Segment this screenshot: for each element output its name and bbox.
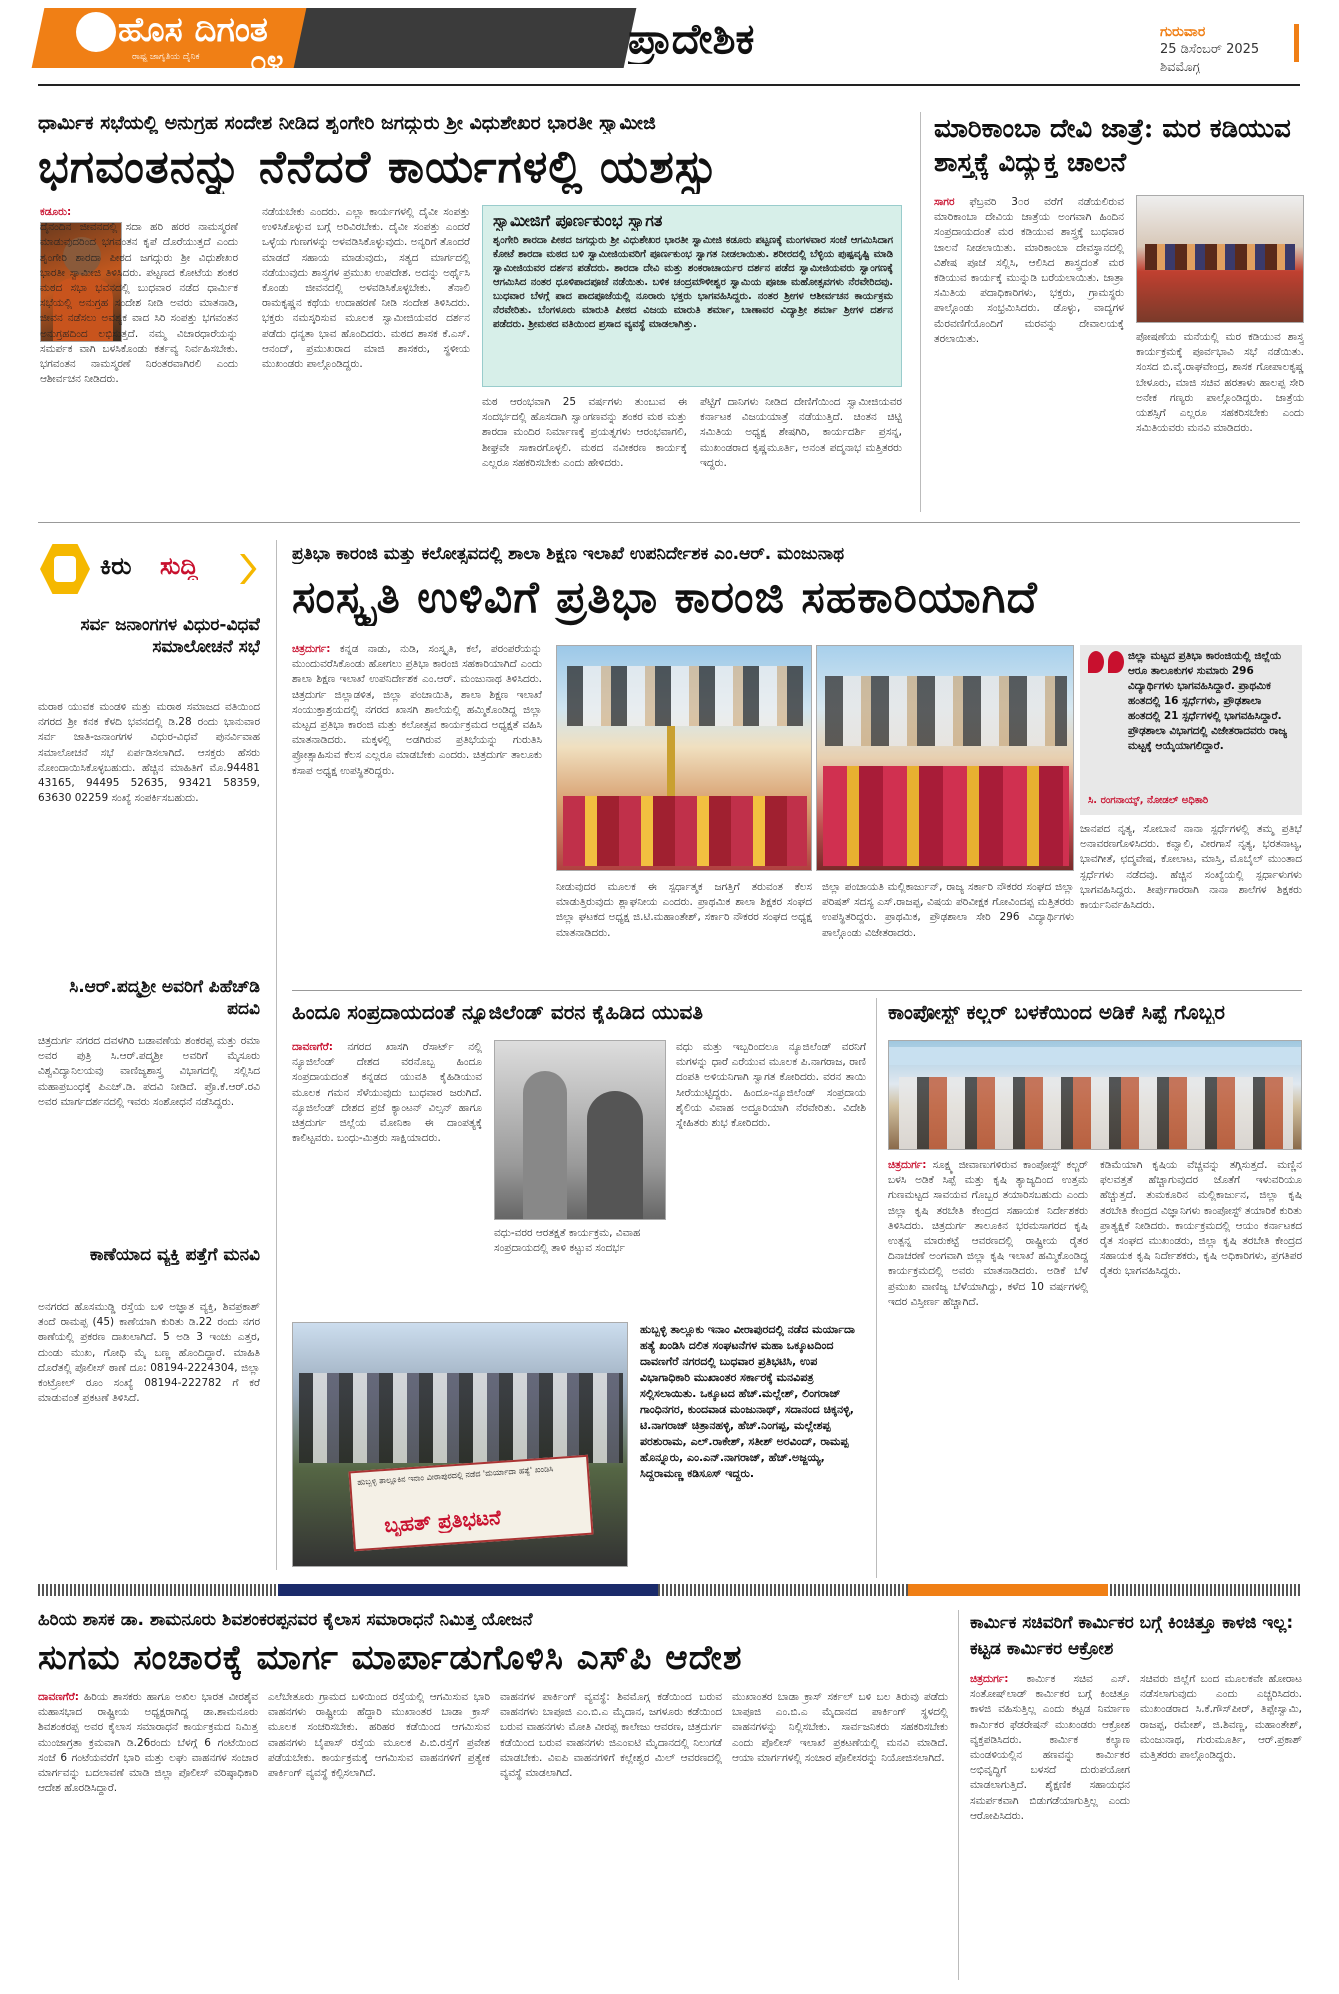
story7-col2: ಎಲೆಬೇತೂರು ಗ್ರಾಮದ ಬಳಿಯಿಂದ ರಸ್ತೆಯಲ್ಲಿ ಆಗಮಿಸುವ ಭಾರಿ ವಾಹನಗಳು ರಾಷ್ಟ್ರೀಯ ಹೆದ್ದಾರಿ ಮುಖಾಂತರ ಬಾಡಾ ಕ್ರಾಸ್ ಮೂಲಕ ಸಂಚರಿಸಬೇಕು. ಹರಿಹರ ಕಡೆಯಿಂದ ಆಗಮಿಸುವ ವಾಹನಗಳು ಬೈಪಾಸ್ ರಸ್ತೆಯ ಮೂಲಕ ಪಿ.ಬಿ.ರಸ್ತೆಗೆ ಪ್ರವೇಶ ಪಡೆಯಬೇಕು. ಕಾರ್ಯಕ್ರಮಕ್ಕೆ ಆಗಮಿಸುವ ವಾಹನಗಳಿಗೆ ಪ್ರತ್ಯೇಕ ಪಾರ್ಕಿಂಗ್ ವ್ಯವಸ್ಥೆ ಕಲ್ಪಿಸಲಾಗಿದೆ. bbox=[268, 1691, 490, 1780]
section-title: ಪ್ರಾದೇಶಿಕ bbox=[628, 14, 755, 63]
kirusuddi-item3-text: ಅನಗರದ ಹೊಸಮುಡ್ಡಿ ರಸ್ತೆಯ ಬಳಿ ಅಜ್ಞಾತ ವ್ಯಕ್ತಿ, ಶಿವಪ್ರಕಾಶ್ ತಂದೆ ರಾಮಪ್ಪ (45) ಕಾಣೆಯಾಗಿ ಕುರಿತು ಡಿ.22 ರಂದು ನಗರ ಠಾಣೆಯಲ್ಲಿ ಪ್ರಕರಣ ದಾಖಲಾಗಿದೆ. 5 ಅಡಿ 3 ಇಂಚು ಎತ್ತರ, ದುಂಡು ಮುಖ, ಗೋಧಿ ಮೈ ಬಣ್ಣ ಹೊಂದಿದ್ದಾರೆ. ಮಾಹಿತಿ ದೊರೆತಲ್ಲಿ ಪೊಲೀಸ್ ಠಾಣೆ ದೂ: 08194-2224304, ಜಿಲ್ಲಾ ಕಂಟ್ರೋಲ್ ರೂಂ ಸಂಖ್ಯೆ 08194-222782 ಗೆ ಕರೆ ಮಾಡುವಂತೆ ಪ್ರಕಟಣೆ ತಿಳಿಸಿದೆ. bbox=[38, 1301, 260, 1405]
story8-col1-text: ಕಾರ್ಮಿಕ ಸಚಿವ ಎಸ್. ಸಂತೋಷ್‌ಲಾಡ್ ಕಾರ್ಮಿಕರ ಬಗ್ಗೆ ಕಿಂಚಿತ್ತೂ ಕಾಳಜಿ ವಹಿಸುತ್ತಿಲ್ಲ ಎಂದು ಕಟ್ಟಡ ನಿರ್ಮಾಣ ಕಾರ್ಮಿಕರ ಫೆಡರೇಷನ್ ಮುಖಂಡರು ಆಕ್ರೋಶ ವ್ಯಕ್ತಪಡಿಸಿದರು. ಕಾರ್ಮಿಕ ಕಲ್ಯಾಣ ಮಂಡಳಿಯಲ್ಲಿನ ಹಣವನ್ನು ಕಾರ್ಮಿಕರ ಅಭಿವೃದ್ಧಿಗೆ ಬಳಸದೆ ದುರುಪಯೋಗ ಮಾಡಲಾಗುತ್ತಿದೆ. ಶೈಕ್ಷಣಿಕ ಸಹಾಯಧನ ಸಮರ್ಪಕವಾಗಿ ಬಿಡುಗಡೆಯಾಗುತ್ತಿಲ್ಲ ಎಂದು ಆರೋಪಿಸಿದರು. bbox=[970, 1673, 1130, 1822]
welcome-box-text: ಶೃಂಗೇರಿ ಶಾರದಾ ಪೀಠದ ಜಗದ್ಗುರು ಶ್ರೀ ವಿಧುಶೇಖರ ಭಾರತೀ ಸ್ವಾಮೀಜಿ ಕಡೂರು ಪಟ್ಟಣಕ್ಕೆ ಮಂಗಳವಾರ ಸಂಜೆ ಆಗಮಿಸಿದಾಗ ಕೋಟೆ ಶಾರದಾ ಮಠದ ಬಳಿ ಸ್ವಾಮೀಜಿಯವರಿಗೆ ಪೂರ್ಣಕುಂಭ ಸ್ವಾಗತ ನೀಡಲಾಯಿತು. ಶರೀರದಲ್ಲಿ ಬೆಳ್ಳಿಯ ಪುಷ್ಪವೃಷ್ಟಿ ಮಾಡಿ ಸ್ವಾಮೀಜಿಯವರ ದರ್ಶನ ಪಡೆದರು. ಶಾರದಾ ದೇವಿ ಮತ್ತು ಶಂಕರಾಚಾರ್ಯರ ದರ್ಶನ ಪಡೆದ ಸ್ವಾಮೀಜಿಯವರು ಸ್ವಾಂಗಣಕ್ಕೆ ಆಗಮಿಸಿದ ನಂತರ ಧೂಳಿಪಾದಪೂಜೆ ನಡೆಯಿತು. ಬಳಿಕ ಚಂದ್ರಮೌಳೀಶ್ವರ ಸ್ವಾಮಿಯ ಪೂಜಾ ಮಹೋತ್ಸವಗಳು ನೆರವೇರಿದವು. ಬುಧವಾರ ಬೆಳಗ್ಗೆ ಪಾದ ಪಾದಪೂಜೆಯಲ್ಲಿ ನೂರಾರು ಭಕ್ತರು ಭಾಗವಹಿಸಿದ್ದರು. ನಂತರ ಶ್ರೀಗಳ ಆಶೀರ್ವಚನ ಕಾರ್ಯಕ್ರಮ ನೆರವೇರಿತು. ಬೆಂಗಳೂರು ಮಾರುತಿ ಪೀಠದ ವಿಜಯ ಮಾರುತಿ ಶರ್ಮಾ, ಬಾಣಾವರ ವಿದ್ಯಾಶ್ರೀ ಶರ್ಮಾ ಶ್ರೀಗಳ ದರ್ಶನ ಪಡೆದರು. ಶ್ರೀಮಠದ ವತಿಯಿಂದ ಪ್ರಸಾದ ವ್ಯವಸ್ಥೆ ಮಾಡಲಾಗಿತ್ತು. bbox=[493, 235, 893, 330]
story1-welcome-box bbox=[482, 205, 902, 387]
story7-divider bbox=[958, 1610, 959, 1980]
story7-col1 bbox=[38, 1690, 258, 1980]
masthead bbox=[0, 0, 1339, 84]
kirusuddi-label-b: ಸುದ್ದಿ bbox=[160, 552, 199, 580]
story5-headline: ಕಾಂಪೋಸ್ಟ್ ಕಲ್ಚರ್ ಬಳಕೆಯಿಂದ ಅಡಿಕೆ ಸಿಪ್ಪೆ ಗೊಬ್ಬರ bbox=[888, 1000, 1225, 1024]
story2-dateline: ಸಾಗರ bbox=[934, 196, 955, 208]
issue-day: ಗುರುವಾರ bbox=[1160, 24, 1206, 40]
story3-kicker: ಪ್ರತಿಭಾ ಕಾರಂಜಿ ಮತ್ತು ಕಲೋತ್ಸವದಲ್ಲಿ ಶಾಲಾ ಶಿಕ್ಷಣ ಇಲಾಖೆ ಉಪನಿರ್ದೇಶಕ ಎಂ.ಆರ್. ಮಂಜುನಾಥ bbox=[292, 544, 845, 564]
story5-col2: ಕಡಿಮೆಯಾಗಿ ಕೃಷಿಯ ವೆಚ್ಚವನ್ನು ತಗ್ಗಿಸುತ್ತದೆ. ಮಣ್ಣಿನ ಫಲವತ್ತತೆ ಹೆಚ್ಚಾಗುವುದರ ಜೊತೆಗೆ ಇಳುವರಿಯೂ ಹೆಚ್ಚುತ್ತದೆ. ತುಮಕೂರಿನ ಮಲ್ಲಿಕಾರ್ಜುನ, ಜಿಲ್ಲಾ ಕೃಷಿ ತರಬೇತಿ ಕೇಂದ್ರದ ವಿಜ್ಞಾನಿಗಳು ಕಾಂಪೋಸ್ಟ್ ತಯಾರಿಕೆ ಕುರಿತು ಪ್ರಾತ್ಯಕ್ಷಿಕೆ ನೀಡಿದರು. ಕಾರ್ಯಕ್ರಮದಲ್ಲಿ ಆಯಂ ಕರ್ನಾಟಕದ ರೈತ ಸಂಘದ ಮುಖಂಡರು, ಜಿಲ್ಲಾ ಕೃಷಿ ತರಬೇತಿ ಕೇಂದ್ರದ ಸಹಾಯಕ ಕೃಷಿ ನಿರ್ದೇಶಕರು, ಕೃಷಿ ಅಧಿಕಾರಿಗಳು, ಪ್ರಗತಿಪರ ರೈತರು ಭಾಗವಹಿಸಿದ್ದರು. bbox=[1100, 1159, 1302, 1278]
break-accent-navy bbox=[278, 1584, 658, 1596]
story8-headline: ಕಾರ್ಮಿಕ ಸಚಿವರಿಗೆ ಕಾರ್ಮಿಕರ ಬಗ್ಗೆ ಕಿಂಚಿತ್ತೂ ಕಾಳಜಿ ಇಲ್ಲ: ಕಟ್ಟಡ ಕಾರ್ಮಿಕರ ಆಕ್ರೋಶ bbox=[970, 1613, 1294, 1659]
story7-kicker: ಹಿರಿಯ ಶಾಸಕ ಡಾ. ಶಾಮನೂರು ಶಿವಶಂಕರಪ್ಪನವರ ಕೈಲಾಸ ಸಮಾರಾಧನೆ ನಿಮಿತ್ತ ಯೋಜನೆ bbox=[38, 1610, 533, 1630]
story3-dateline: ಚಿತ್ರದುರ್ಗ: bbox=[292, 643, 331, 655]
story6-text: ಹುಬ್ಬಳ್ಳಿ ತಾಲ್ಲೂಕು ಇನಾಂ ವೀರಾಪುರದಲ್ಲಿ ನಡೆದ ಮರ್ಯಾದಾ ಹತ್ಯೆ ಖಂಡಿಸಿ ದಲಿತ ಸಂಘಟನೆಗಳ ಮಹಾ ಒಕ್ಕೂಟದಿಂದ ದಾವಣಗೆರೆ ನಗರದಲ್ಲಿ ಬುಧವಾರ ಪ್ರತಿಭಟಿಸಿ, ಉಪ ವಿಭಾಗಾಧಿಕಾರಿ ಮುಖಾಂತರ ಸರ್ಕಾರಕ್ಕೆ ಮನವಿಪತ್ರ ಸಲ್ಲಿಸಲಾಯಿತು. ಒಕ್ಕೂಟದ ಹೆಚ್.ಮಲ್ಲೇಶ್, ಲಿಂಗರಾಜ್ ಗಾಂಧಿನಗರ, ಕುಂದವಾಡ ಮಂಜುನಾಥ್, ಸದಾನಂದ ಚಿಕ್ಕನಳ್ಳಿ, ಟಿ.ನಾಗರಾಜ್ ಚಿತ್ರಾನಹಳ್ಳಿ, ಹೆಚ್.ನಿಂಗಪ್ಪ, ಮಲ್ಲೇಶಪ್ಪ ಪರಶುರಾಮ, ಎಲ್.ರಾಕೇಶ್, ಸತೀಶ್ ಅರವಿಂದ್, ರಾಮಪ್ಪ ಹೊನ್ನೂರು, ಎಂ.ಎನ್.ನಾಗರಾಜ್, ಹೆಚ್.ಅಜ್ಜಯ್ಯ, ಸಿದ್ದರಾಮಣ್ಣ ಕಡಿಸೂಸ್ ಇದ್ದರು. bbox=[640, 1323, 855, 1480]
story4-dateline: ದಾವಣಗೆರೆ: bbox=[292, 1041, 333, 1053]
photo-protesters bbox=[299, 1373, 623, 1463]
story3-col1-text: ಕನ್ನಡ ನಾಡು, ನುಡಿ, ಸಂಸ್ಕೃತಿ, ಕಲೆ, ಪರಂಪರೆಯನ್ನು ಮುಂದುವರೆಸಿಕೊಂಡು ಹೋಗಲು ಪ್ರತಿಭಾ ಕಾರಂಜಿ ಸಹಕಾರಿಯಾಗಿದೆ ಎಂದು ಶಾಲಾ ಶಿಕ್ಷಣ ಇಲಾಖೆ ಉಪನಿರ್ದೇಶಕ ಎಂ.ಆರ್. ಮಂಜುನಾಥ ತಿಳಿಸಿದರು. ಚಿತ್ರದುರ್ಗ ಜಿಲ್ಲಾಡಳಿತ, ಜಿಲ್ಲಾ ಪಂಚಾಯಿತಿ, ಶಾಲಾ ಶಿಕ್ಷಣ ಇಲಾಖೆ ಸಂಯುಕ್ತಾಶ್ರಯದಲ್ಲಿ ನಗರದ ಖಾಸಗಿ ಶಾಲೆಯಲ್ಲಿ ಹಮ್ಮಿಕೊಂಡಿದ್ದ ಜಿಲ್ಲಾ ಮಟ್ಟದ ಪ್ರತಿಭಾ ಕಾರಂಜಿ ಮತ್ತು ಕಲೋತ್ಸವ ಕಾರ್ಯಕ್ರಮದ ಅಧ್ಯಕ್ಷತೆ ವಹಿಸಿ ಮಾತನಾಡಿದರು. ಮಕ್ಕಳಲ್ಲಿ ಅಡಗಿರುವ ಪ್ರತಿಭೆಯನ್ನು ಗುರುತಿಸಿ ಪ್ರೋತ್ಸಾಹಿಸುವ ಕೆಲಸ ಎಲ್ಲರೂ ಮಾಡಬೇಕು ಎಂದರು. ಚಿತ್ರದುರ್ಗ ತಾಲೂಕು ಕಸಾಪ ಅಧ್ಯಕ್ಷ ಉಪಸ್ಥಿತರಿದ್ದರು. bbox=[292, 643, 542, 777]
break-accent-orange bbox=[908, 1584, 1108, 1596]
photo-dancers-row bbox=[823, 766, 1069, 866]
kirusuddi-item3-title: ಕಾಣೆಯಾದ ವ್ಯಕ್ತಿ ಪತ್ತೆಗೆ ಮನವಿ bbox=[89, 1245, 260, 1265]
story1-col4: ಪೆಟ್ಟಿಗೆ ದಾನಿಗಳು ನೀಡಿದ ದೇಣಿಗೆಯಿಂದ ಸ್ವಾಮೀಜಿಯವರ ಕರ್ನಾಟಕ ವಿಜಯಯಾತ್ರೆ ನಡೆಯುತ್ತಿದೆ. ಚಿಂತನ ಚಿಟ್ಟಿ ಸಮಿತಿಯ ಅಧ್ಯಕ್ಷ ಶೇಷಗಿರಿ, ಕಾರ್ಯದರ್ಶಿ ಪ್ರಸನ್ನ, ಮುಖಂಡರಾದ ಕೃಷ್ಣಮೂರ್ತಿ, ಅನಂತ ಪದ್ಮನಾಭ ಮತ್ತಿತರರು ಇದ್ದರು. bbox=[700, 396, 902, 469]
chevron-right-icon bbox=[240, 554, 262, 584]
kirusuddi-item1-title: ಸರ್ವ ಜನಾಂಗಗಳ ವಿಧುರ-ವಿಧವೆ ಸಮಾಲೋಚನೆ ಸಭೆ bbox=[80, 615, 260, 657]
newspaper-logo-icon bbox=[76, 12, 116, 52]
story2-col2: ಪೋಷಣೆಯ ಮನೆಯಲ್ಲಿ ಮರ ಕಡಿಯುವ ಶಾಸ್ತ್ರ ಕಾರ್ಯಕ್ರಮಕ್ಕೆ ಪೂರ್ವಭಾವಿ ಸಭೆ ನಡೆಯಿತು. ಸಂಸದ ಬಿ.ವೈ.ರಾಘವೇಂದ್ರ, ಶಾಸಕ ಗೋಪಾಲಕೃಷ್ಣ ಬೇಳೂರು, ಮಾಜಿ ಸಚಿವ ಹರತಾಳು ಹಾಲಪ್ಪ ಸೇರಿ ಅನೇಕ ಗಣ್ಯರು ಪಾಲ್ಗೊಂಡಿದ್ದರು. ಜಾತ್ರೆಯ ಯಶಸ್ಸಿಗೆ ಎಲ್ಲರೂ ಸಹಕರಿಸಬೇಕು ಎಂದು ಸಮಿತಿಯವರು ಮನವಿ ಮಾಡಿದರು. bbox=[1136, 331, 1304, 435]
story6-protest-photo bbox=[292, 1322, 628, 1567]
welcome-box-title: ಸ್ವಾಮೀಜಿಗೆ ಪೂರ್ಣಕುಂಭ ಸ್ವಾಗತ bbox=[493, 211, 663, 230]
section-break-bar bbox=[38, 1584, 1300, 1596]
date-accent-bar bbox=[1294, 24, 1299, 62]
photo-officials-row bbox=[899, 1077, 1293, 1149]
story3-col3: ಜಿಲ್ಲಾ ಪಂಚಾಯತಿ ಮಲ್ಲಿಕಾರ್ಜುನ್, ರಾಜ್ಯ ಸರ್ಕಾರಿ ನೌಕರರ ಸಂಘದ ಜಿಲ್ಲಾ ಪರಿಷತ್ ಸದಸ್ಯ ಎಸ್.ರಾಜಪ್ಪ, ವಿಷಯ ಪರಿವೀಕ್ಷಕ ಗೋವಿಂದಪ್ಪ ಮತ್ತಿತರರು ಉಪಸ್ಥಿತರಿದ್ದರು. ಪ್ರಾಥಮಿಕ, ಪ್ರೌಢಶಾಲಾ ಸೇರಿ 296 ವಿದ್ಯಾರ್ಥಿಗಳು ಪಾಲ್ಗೊಂಡು ವಿಜೇತರಾದರು. bbox=[822, 881, 1074, 939]
quote-icon bbox=[1088, 651, 1126, 681]
story2-col1-text: ಫೆಬ್ರವರಿ 3೦ರ ವರೆಗೆ ನಡೆಯಲಿರುವ ಮಾರಿಕಾಂಬಾ ದೇವಿಯ ಜಾತ್ರೆಯ ಅಂಗವಾಗಿ ಹಿಂದಿನ ಸಂಪ್ರದಾಯದಂತೆ ಮರ ಕಡಿಯುವ ಶಾಸ್ತ್ರಕ್ಕೆ ಬುಧವಾರ ಚಾಲನೆ ನೀಡಲಾಯಿತು. ಮಾರಿಕಾಂಬಾ ದೇವಸ್ಥಾನದಲ್ಲಿ ವಿಶೇಷ ಪೂಜೆ ಸಲ್ಲಿಸಿ, ಆಲಿಸಿದ ಶಾಸ್ತ್ರದಂತೆ ಮರ ಕಡಿಯುವ ಕಾರ್ಯಕ್ಕೆ ಮುನ್ನುಡಿ ಬರೆಯಲಾಯಿತು. ಜಾತ್ರಾ ಸಮಿತಿಯ ಪದಾಧಿಕಾರಿಗಳು, ಭಕ್ತರು, ಗ್ರಾಮಸ್ಥರು ಪಾಲ್ಗೊಂಡು ಸಂಭ್ರಮಿಸಿದರು. ಡೊಳ್ಳು, ವಾದ್ಯಗಳ ಮೆರವಣಿಗೆಯೊಂದಿಗೆ ಮರವನ್ನು ದೇವಾಲಯಕ್ಕೆ ತರಲಾಯಿತು. bbox=[934, 196, 1124, 345]
story8-dateline: ಚಿತ್ರದುರ್ಗ: bbox=[970, 1673, 1009, 1685]
kirusuddi-item1-text: ಮರಾಠ ಯುವಕ ಮಂಡಳಿ ಮತ್ತು ಮರಾಠ ಸಮಾಜದ ವತಿಯಿಂದ ನಗರದ ಶ್ರೀ ಕನಕ ಕೆಳದಿ ಭವನದಲ್ಲಿ ಡಿ.28 ರಂದು ಭಾನುವಾರ ಸರ್ವ ಜಾತಿ-ಜನಾಂಗಗಳ ವಿಧುರ-ವಿಧವೆ ಪುನರ್ವಿವಾಹ ಸಮಾಲೋಚನೆ ಸಭೆ ಏರ್ಪಡಿಸಲಾಗಿದೆ. ಆಸಕ್ತರು ಹೆಸರು ನೋಂದಾಯಿಸಿಕೊಳ್ಳಬಹುದು. ಹೆಚ್ಚಿನ ಮಾಹಿತಿಗೆ ಮೊ.94481 43165, 94495 52635, 93421 58359, 63630 02259 ಸಂಖ್ಯೆ ಸಂಪರ್ಕಿಸಬಹುದು. bbox=[38, 701, 260, 805]
story5-col1 bbox=[888, 1158, 1088, 1578]
story7-col1-text: ಹಿರಿಯ ಶಾಸಕರು ಹಾಗೂ ಅಖಿಲ ಭಾರತ ವೀರಶೈವ ಮಹಾಸಭಾದ ರಾಷ್ಟ್ರೀಯ ಅಧ್ಯಕ್ಷರಾಗಿದ್ದ ಡಾ.ಶಾಮನೂರು ಶಿವಶಂಕರಪ್ಪ ಅವರ ಕೈಲಾಸ ಸಮಾರಾಧನೆ ಕಾರ್ಯಕ್ರಮದ ನಿಮಿತ್ತ ಮುಂಜಾಗ್ರತಾ ಕ್ರಮವಾಗಿ ಡಿ.26ರಂದು ಬೆಳಗ್ಗೆ 6 ಗಂಟೆಯಿಂದ ಸಂಜೆ 6 ಗಂಟೆಯವರೆಗೆ ಭಾರಿ ಮತ್ತು ಲಘು ವಾಹನಗಳ ಸಂಚಾರ ಮಾರ್ಗವನ್ನು ಬದಲಾವಣೆ ಮಾಡಿ ಜಿಲ್ಲಾ ಪೊಲೀಸ್ ವರಿಷ್ಠಾಧಿಕಾರಿ ಆದೇಶ ಹೊರಡಿಸಿದ್ದಾರೆ. bbox=[38, 1691, 258, 1795]
kirusuddi-item2-title: ಸಿ.ಆರ್.ಪದ್ಮಶ್ರೀ ಅವರಿಗೆ ಪಿಹೆಚ್‌ಡಿ ಪದವಿ bbox=[69, 977, 260, 1019]
side-box-text: ಜಿಲ್ಲಾ ಮಟ್ಟದ ಪ್ರತಿಭಾ ಕಾರಂಜಿಯಲ್ಲಿ ಜಿಲ್ಲೆಯ ಆರೂ ತಾಲೂಕುಗಳ ಸುಮಾರು 296 ವಿದ್ಯಾರ್ಥಿಗಳು ಭಾಗವಹಿಸಿದ್ದಾರೆ. ಪ್ರಾಥಮಿಕ ಹಂತದಲ್ಲಿ 16 ಸ್ಪರ್ಧೆಗಳು, ಪ್ರೌಢಶಾಲಾ ಹಂತದಲ್ಲಿ 21 ಸ್ಪರ್ಧೆಗಳಲ್ಲಿ ಭಾಗವಹಿಸಿದ್ದಾರೆ. ಪ್ರೌಢಶಾಲಾ ವಿಭಾಗದಲ್ಲಿ ವಿಜೇತರಾದವರು ರಾಜ್ಯ ಮಟ್ಟಕ್ಕೆ ಆಯ್ಕೆಯಾಗಲಿದ್ದಾರೆ. bbox=[1128, 650, 1288, 752]
photo-groom bbox=[523, 1071, 567, 1220]
story5-event-photo bbox=[888, 1040, 1302, 1150]
story7-col3: ವಾಹನಗಳ ಪಾರ್ಕಿಂಗ್ ವ್ಯವಸ್ಥೆ: ಶಿವಮೊಗ್ಗ ಕಡೆಯಿಂದ ಬರುವ ವಾಹನಗಳು ಬಾಪೂಜಿ ಎಂ.ಬಿ.ಎ ಮೈದಾನ, ಜಗಳೂರು ಕಡೆಯಿಂದ ಬರುವ ವಾಹನಗಳು ಮೋತಿ ವೀರಪ್ಪ ಕಾಲೇಜು ಆವರಣ, ಚಿತ್ರದುರ್ಗ ಕಡೆಯಿಂದ ಬರುವ ವಾಹನಗಳು ಜಿಎಂಐಟಿ ಮೈದಾನದಲ್ಲಿ ನಿಲುಗಡೆ ಮಾಡಬೇಕು. ವಿಐಪಿ ವಾಹನಗಳಿಗೆ ಕಲ್ಲೇಶ್ವರ ಮಿಲ್ ಆವರಣದಲ್ಲಿ ವ್ಯವಸ್ಥೆ ಮಾಡಲಾಗಿದೆ. bbox=[500, 1691, 722, 1780]
story3-side-box bbox=[1080, 645, 1302, 815]
story4-divider bbox=[876, 998, 877, 1578]
pointing-hand-icon bbox=[40, 544, 90, 594]
masthead-page-band bbox=[294, 8, 637, 68]
protest-banner bbox=[349, 1455, 594, 1552]
quote-dot-2 bbox=[1108, 651, 1124, 673]
brand-name: ಹೊಸ ದಿಗಂತ bbox=[118, 10, 268, 50]
story1-col1-text: ದೈನಂದಿನ ಜೀವನದಲ್ಲಿ ಸದಾ ಹರಿ ಹರರ ನಾಮಸ್ಮರಣೆ ಮಾಡುವುದರಿಂದ ಭಗವಂತನ ಕೃಪೆ ದೊರೆಯುತ್ತದೆ ಎಂದು ಶೃಂಗೇರಿ ಶಾರದಾ ಪೀಠದ ಜಗದ್ಗುರು ಶ್ರೀ ವಿಧುಶೇಖರ ಭಾರತೀ ಸ್ವಾಮೀಜಿ ತಿಳಿಸಿದರು. ಪಟ್ಟಣದ ಕೋಟೆಯ ಶಂಕರ ಮಠದ ಸಭಾ ಭವನದಲ್ಲಿ ಬುಧವಾರ ನಡೆದ ಧಾರ್ಮಿಕ ಸಭೆಯಲ್ಲಿ ಅನುಗ್ರಹ ಸಂದೇಶ ನೀಡಿ ಅವರು ಮಾತನಾಡಿ, ಜೀವನ ನಡೆಸಲು ಅವಶ್ಯಕ ವಾದ ಸಿರಿ ಸಂಪತ್ತು ಭಗವಂತನ ಅನುಗ್ರಹದಿಂದ ಲಭಿಸುತ್ತದೆ. ನಮ್ಮ ವಿಚಾರಧಾರೆಯನ್ನು ಸಮರ್ಪಕ ವಾಗಿ ಬಳಸಿಕೊಂಡು ಕರ್ತವ್ಯ ನಿರ್ವಹಿಸಬೇಕು. ಭಗವಂತನ ನಾಮಸ್ಮರಣೆ ನಿರಂತರವಾಗಿರಲಿ ಎಂದು ಆಶೀರ್ವಚನ ನೀಡಿದರು. bbox=[40, 221, 238, 386]
story4-col1 bbox=[292, 1040, 482, 1310]
kirusuddi-divider bbox=[276, 540, 277, 1570]
story1-col1 bbox=[40, 205, 238, 510]
story3-col2: ನೀಡುವುದರ ಮೂಲಕ ಈ ಸ್ಪರ್ಧಾತ್ಮಕ ಜಗತ್ತಿಗೆ ತರುವಂತ ಕೆಲಸ ಮಾಡುತ್ತಿರುವುದು ಶ್ಲಾಘನೀಯ ಎಂದರು. ಪ್ರಾಥಮಿಕ ಶಾಲಾ ಶಿಕ್ಷಕರ ಸಂಘದ ಜಿಲ್ಲಾ ಘಟಕದ ಅಧ್ಯಕ್ಷ ಜಿ.ಟಿ.ಮಹಾಂತೇಶ್, ಸರ್ಕಾರಿ ನೌಕರರ ಸಂಘದ ಅಧ್ಯಕ್ಷ ಮಾತನಾಡಿದರು. bbox=[556, 881, 812, 939]
protest-banner-sub: ಹುಬ್ಬಳ್ಳಿ ತಾಲ್ಲೂಕಿನ ಇನಾಂ ವೀರಾಪುರದಲ್ಲಿ ನಡೆದ 'ಮರ್ಯಾದಾ ಹತ್ಯೆ' ಖಂಡಿಸಿ bbox=[356, 1464, 554, 1487]
photo-students-row bbox=[563, 796, 807, 866]
photo-crowd-row bbox=[1145, 244, 1295, 270]
story4-wedding-photo bbox=[494, 1040, 666, 1220]
story1-divider bbox=[920, 112, 921, 512]
row1-rule bbox=[38, 522, 1300, 523]
kirusuddi-label-a: ಕಿರು bbox=[100, 552, 132, 580]
photo-banner-strip bbox=[889, 1047, 1302, 1065]
story1-col2: ನಡೆಯಬೇಕು ಎಂದರು. ಎಲ್ಲಾ ಕಾರ್ಯಗಳಲ್ಲಿ ದೈವೀ ಸಂಪತ್ತು ಉಳಿಸಿಕೊಳ್ಳುವ ಬಗ್ಗೆ ಅರಿವಿರಬೇಕು. ದೈವೀ ಸಂಪತ್ತು ಎಂದರೆ ಒಳ್ಳೆಯ ಗುಣಗಳನ್ನು ಅಳವಡಿಸಿಕೊಳ್ಳುವುದು. ಅನ್ಯರಿಗೆ ತೊಂದರೆ ಮಾಡದೆ ಸಹಾಯ ಮಾಡುವುದು, ಸತ್ಯದ ಮಾರ್ಗದಲ್ಲಿ ನಡೆಯುವುದು ಶಾಸ್ತ್ರಗಳ ಪ್ರಮುಖ ಉಪದೇಶ. ಅದನ್ನು ಅರ್ಥೈಸಿ ಕೊಂಡು ಜೀವನದಲ್ಲಿ ಅಳವಡಿಸಿಕೊಳ್ಳಬೇಕು. ತೆನಾಲಿ ರಾಮಕೃಷ್ಣನ ಕಥೆಯ ಉದಾಹರಣೆ ನೀಡಿ ಸಂದೇಶ ತಿಳಿಸಿದರು. ಭಕ್ತರು ನಮಸ್ಕರಿಸುವ ಮೂಲಕ ಸ್ವಾಮೀಜಿಯವರ ದರ್ಶನ ಪಡೆದು ಧನ್ಯತಾ ಭಾವ ಹೊಂದಿದರು. ಮಠದ ಶಾಸಕ ಕೆ.ಎಸ್. ಆನಂದ್, ಪ್ರಮುಖರಾದ ಮಾಜಿ ಶಾಸಕರು, ಸ್ಥಳೀಯ ಮುಖಂಡರು ಪಾಲ್ಗೊಂಡಿದ್ದರು. bbox=[262, 206, 470, 371]
side-box-credit: ಸಿ. ರಂಗನಾಯ್ಕ್, ನೋಡಲ್ ಅಧಿಕಾರಿ bbox=[1088, 795, 1209, 806]
story4-col2: ವಧು ಮತ್ತು ಇಬ್ಬರಿಂದಲೂ ನ್ಯೂಜಿಲೆಂಡ್ ವರನಿಗೆ ಮಗಳನ್ನು ಧಾರೆ ಎರೆಯುವ ಮೂಲಕ ಪಿ.ನಾಗರಾಜ, ರಾಣಿ ದಂಪತಿ ಅಳಿಯನಿಗಾಗಿ ಸ್ವಾಗತ ಕೋರಿದರು. ವರನ ತಾಯಿ ಸೀರೆಯುಟ್ಟಿದ್ದರು. ಹಿಂದೂ-ನ್ಯೂಜಿಲೆಂಡ್ ಸಂಪ್ರದಾಯ ಶೈಲಿಯ ವಿವಾಹ ಅದ್ಧೂರಿಯಾಗಿ ನೆರವೇರಿತು. ವಿದೇಶಿ ಸ್ನೇಹಿತರು ಶುಭ ಕೋರಿದರು. bbox=[676, 1041, 866, 1130]
story5-dateline: ಚಿತ್ರದುರ್ಗ: bbox=[888, 1159, 927, 1171]
story4-headline: ಹಿಂದೂ ಸಂಪ್ರದಾಯದಂತೆ ನ್ಯೂಜಿಲೆಂಡ್ ವರನ ಕೈಹಿಡಿದ ಯುವತಿ bbox=[292, 1000, 703, 1024]
story7-dateline: ದಾವಣಗೆರೆ: bbox=[38, 1691, 79, 1703]
story4-col1-text: ನಗರದ ಖಾಸಗಿ ರೆಸಾರ್ಟ್ ನಲ್ಲಿ ನ್ಯೂಜಿಲೆಂಡ್ ದೇಶದ ವರನೊಬ್ಬ ಹಿಂದೂ ಸಂಪ್ರದಾಯದಂತೆ ಕನ್ನಡದ ಯುವತಿ ಕೈಹಿಡಿಯುವ ಮೂಲಕ ಗಮನ ಸೆಳೆಯುವುದು ಬುಧವಾರ ಜರುಗಿದೆ. ನ್ಯೂಜಿಲೆಂಡ್ ದೇಶದ ಪ್ರಜೆ ಕ್ಯಾಂಟನ್ ವಿಲ್ಸನ್ ಹಾಗೂ ಚಿತ್ರದುರ್ಗ ಜಿಲ್ಲೆಯ ಮೋನಿಕಾ ಈ ದಾಂಪತ್ಯಕ್ಕೆ ಕಾಲಿಟ್ಟವರು. ಬಂಧು-ಮಿತ್ರರು ಸಾಕ್ಷಿಯಾದರು. bbox=[292, 1041, 482, 1145]
photo-guests-row bbox=[825, 676, 1067, 746]
page-number: ೦೪ bbox=[250, 44, 284, 79]
kirusuddi-header bbox=[38, 540, 268, 598]
story3-headline: ಸಂಸ್ಕೃತಿ ಉಳಿವಿಗೆ ಪ್ರತಿಭಾ ಕಾರಂಜಿ ಸಹಕಾರಿಯಾಗಿದೆ bbox=[292, 572, 1038, 623]
protest-banner-title: ಬೃಹತ್ ಪ್ರತಿಭಟನೆ bbox=[383, 1504, 502, 1538]
story2-jatre-photo bbox=[1136, 195, 1304, 323]
masthead-rule bbox=[38, 84, 1300, 86]
story2-col1 bbox=[934, 195, 1124, 510]
story1-headline: ಭಗವಂತನನ್ನು ನೆನೆದರೆ ಕಾರ್ಯಗಳಲ್ಲಿ ಯಶಸ್ಸು bbox=[38, 140, 719, 193]
story8-col2: ಸಚಿವರು ಜಿಲ್ಲೆಗೆ ಬಂದ ಮೂಲಕವೇ ಹೋರಾಟ ನಡೆಸಲಾಗುವುದು ಎಂದು ಎಚ್ಚರಿಸಿದರು. ಮುಖಂಡರಾದ ಸಿ.ಕೆ.ಗೌಸ್‌ಪೀರ್, ತಿಪ್ಪೇಸ್ವಾಮಿ, ರಾಜಪ್ಪ, ರಮೇಶ್, ಜಿ.ಶಿವಣ್ಣ, ಮಹಾಂತೇಶ್, ಮಂಜುನಾಥ, ಗುರುಮೂರ್ತಿ, ಆರ್.ಪ್ರಕಾಶ್ ಮತ್ತಿತರರು ಪಾಲ್ಗೊಂಡಿದ್ದರು. bbox=[1140, 1673, 1302, 1762]
story8-col1 bbox=[970, 1672, 1130, 1980]
edition-name: ಶಿವಮೊಗ್ಗ bbox=[1160, 60, 1201, 75]
story3-photo-lamp bbox=[556, 645, 812, 871]
row2-rule bbox=[292, 990, 1302, 991]
story1-kicker: ಧಾರ್ಮಿಕ ಸಭೆಯಲ್ಲಿ ಅನುಗ್ರಹ ಸಂದೇಶ ನೀಡಿದ ಶೃಂಗೇರಿ ಜಗದ್ಗುರು ಶ್ರೀ ವಿಧುಶೇಖರ ಭಾರತೀ ಸ್ವಾಮೀಜಿ bbox=[38, 112, 656, 134]
story1-dateline: ಕಡೂರು: bbox=[40, 206, 72, 218]
photo-people-row bbox=[567, 666, 803, 726]
story2-headline: ಮಾರಿಕಾಂಬಾ ದೇವಿ ಜಾತ್ರೆ: ಮರ ಕಡಿಯುವ ಶಾಸ್ತ್ರಕ್ಕೆ ವಿದ್ಯುಕ್ತ ಚಾಲನೆ bbox=[934, 114, 1291, 178]
story3-col4: ಜಾನಪದ ನೃತ್ಯ, ಸೋಬಾನೆ ನಾನಾ ಸ್ಪರ್ಧೆಗಳಲ್ಲಿ ತಮ್ಮ ಪ್ರತಿಭೆ ಅನಾವರಣಗೊಳಿಸಿದರು. ಕವ್ವಾಲಿ, ವೀರಗಾಸೆ ನೃತ್ಯ, ಭರತನಾಟ್ಯ, ಭಾವಗೀತೆ, ಛದ್ಮವೇಷ, ಕೋಲಾಟ, ಮಾಸ್ತಿ, ಮೊಬೈಲ್ ಮುಂತಾದ ಸ್ಪರ್ಧೆಗಳು ನಡೆದವು. ಹೆಚ್ಚಿನ ಸಂಖ್ಯೆಯಲ್ಲಿ ಸ್ಪರ್ಧಾಳುಗಳು ಭಾಗವಹಿಸಿದ್ದರು. ತೀರ್ಪುಗಾರರಾಗಿ ನಾನಾ ಶಾಲೆಗಳ ಶಿಕ್ಷಕರು ಕಾರ್ಯನಿರ್ವಹಿಸಿದರು. bbox=[1080, 823, 1302, 912]
hand-glyph bbox=[54, 556, 76, 582]
story7-col4: ಮುಖಾಂತರ ಬಾಡಾ ಕ್ರಾಸ್ ಸರ್ಕಲ್ ಬಳಿ ಬಲ ತಿರುವು ಪಡೆದು ಬಾಪೂಜಿ ಎಂ.ಬಿ.ಎ ಮೈದಾನದ ಪಾರ್ಕಿಂಗ್ ಸ್ಥಳದಲ್ಲಿ ವಾಹನಗಳನ್ನು ನಿಲ್ಲಿಸಬೇಕು. ಸಾರ್ವಜನಿಕರು ಸಹಕರಿಸಬೇಕು ಎಂದು ಪೊಲೀಸ್ ಇಲಾಖೆ ಪ್ರಕಟಣೆಯಲ್ಲಿ ಮನವಿ ಮಾಡಿದೆ. ಆಯಾ ಮಾರ್ಗಗಳಲ್ಲಿ ಸಂಚಾರ ಪೊಲೀಸರನ್ನು ನಿಯೋಜಿಸಲಾಗಿದೆ. bbox=[732, 1691, 948, 1764]
brand-tagline: ರಾಷ್ಟ್ರ ಜಾಗೃತಿಯ ದೈನಿಕ bbox=[132, 52, 200, 62]
story7-headline: ಸುಗಮ ಸಂಚಾರಕ್ಕೆ ಮಾರ್ಗ ಮಾರ್ಪಾಡುಗೊಳಿಸಿ ಎಸ್‌ಪಿ ಆದೇಶ bbox=[38, 1638, 743, 1678]
issue-date: 25 ಡಿಸೆಂಬರ್ 2025 bbox=[1160, 42, 1260, 57]
quote-dot-1 bbox=[1088, 651, 1104, 673]
story5-col1-text: ಸೂಕ್ಷ್ಮ ಜೀವಾಣುಗಳಿರುವ ಕಾಂಪೋಸ್ಟ್ ಕಲ್ಚರ್ ಬಳಸಿ ಅಡಿಕೆ ಸಿಪ್ಪೆ ಮತ್ತು ಕೃಷಿ ತ್ಯಾಜ್ಯದಿಂದ ಉತ್ತಮ ಗುಣಮಟ್ಟದ ಸಾವಯವ ಗೊಬ್ಬರ ತಯಾರಿಸಬಹುದು ಎಂದು ಜಿಲ್ಲಾ ಕೃಷಿ ತರಬೇತಿ ಕೇಂದ್ರದ ಸಹಾಯಕ ನಿರ್ದೇಶಕರು ತಿಳಿಸಿದರು. ಚಿತ್ರದುರ್ಗ ತಾಲೂಕಿನ ಭರಮಸಾಗರದ ಕೃಷಿ ಉತ್ಪನ್ನ ಮಾರುಕಟ್ಟೆ ಆವರಣದಲ್ಲಿ ರಾಷ್ಟ್ರೀಯ ರೈತರ ದಿನಾಚರಣೆ ಅಂಗವಾಗಿ ಜಿಲ್ಲಾ ಕೃಷಿ ಇಲಾಖೆ ಹಮ್ಮಿಕೊಂಡಿದ್ದ ಕಾರ್ಯಕ್ರಮದಲ್ಲಿ ಅವರು ಮಾತನಾಡಿದರು. ಅಡಿಕೆ ಬೆಳೆ ಪ್ರಮುಖ ವಾಣಿಜ್ಯ ಬೆಳೆಯಾಗಿದ್ದು, ಕಳೆದ 10 ವರ್ಷಗಳಲ್ಲಿ ಇದರ ವಿಸ್ತೀರ್ಣ ಹೆಚ್ಚಾಗಿದೆ. bbox=[888, 1159, 1088, 1308]
story4-caption: ವಧು-ವರರ ಆರತಕ್ಷತೆ ಕಾರ್ಯಕ್ರಮ, ವಿವಾಹ ಸಂಪ್ರದಾಯದಲ್ಲಿ ತಾಳಿ ಕಟ್ಟುವ ಸಂದರ್ಭ bbox=[494, 1227, 641, 1254]
kirusuddi-item2-text: ಚಿತ್ರದುರ್ಗ ನಗರದ ದವಳಗಿರಿ ಬಡಾವಣೆಯ ಶಂಕರಪ್ಪ ಮತ್ತು ರಮಾ ಅವರ ಪುತ್ರಿ ಸಿ.ಆರ್.ಪದ್ಮಶ್ರೀ ಅವರಿಗೆ ಮೈಸೂರು ವಿಶ್ವವಿದ್ಯಾನಿಲಯವು ವಾಣಿಜ್ಯಶಾಸ್ತ್ರ ವಿಭಾಗದಲ್ಲಿ ಸಲ್ಲಿಸಿದ ಮಹಾಪ್ರಬಂಧಕ್ಕೆ ಪಿಎಚ್.ಡಿ. ಪದವಿ ನೀಡಿದೆ. ಪ್ರೊ.ಕೆ.ಆರ್.ರವಿ ಅವರ ಮಾರ್ಗದರ್ಶನದಲ್ಲಿ ಇವರು ಸಂಶೋಧನೆ ನಡೆಸಿದ್ದರು. bbox=[38, 1035, 260, 1108]
story1-col3: ಮಠ ಆರಂಭವಾಗಿ 25 ವರ್ಷಗಳು ತುಂಬುವ ಈ ಸಂದರ್ಭದಲ್ಲಿ ಹೊಸದಾಗಿ ಸ್ವಾಂಗಣವನ್ನು ಶಂಕರ ಮಠ ಮತ್ತು ಶಾರದಾ ಮಂದಿರ ನಿರ್ಮಾಣಕ್ಕೆ ಪ್ರಯತ್ನಗಳು ಆರಂಭವಾಗಲಿ, ಶೀಘ್ರವೇ ಸಾಕಾರಗೊಳ್ಳಲಿ. ಮಠದ ನವೀಕರಣ ಕಾರ್ಯಕ್ಕೆ ಎಲ್ಲರೂ ಸಹಕರಿಸಬೇಕು ಎಂದು ಹೇಳಿದರು. bbox=[482, 396, 687, 469]
photo-bride bbox=[587, 1091, 643, 1220]
story3-col1 bbox=[292, 642, 542, 967]
story3-photo-stage bbox=[816, 645, 1074, 871]
